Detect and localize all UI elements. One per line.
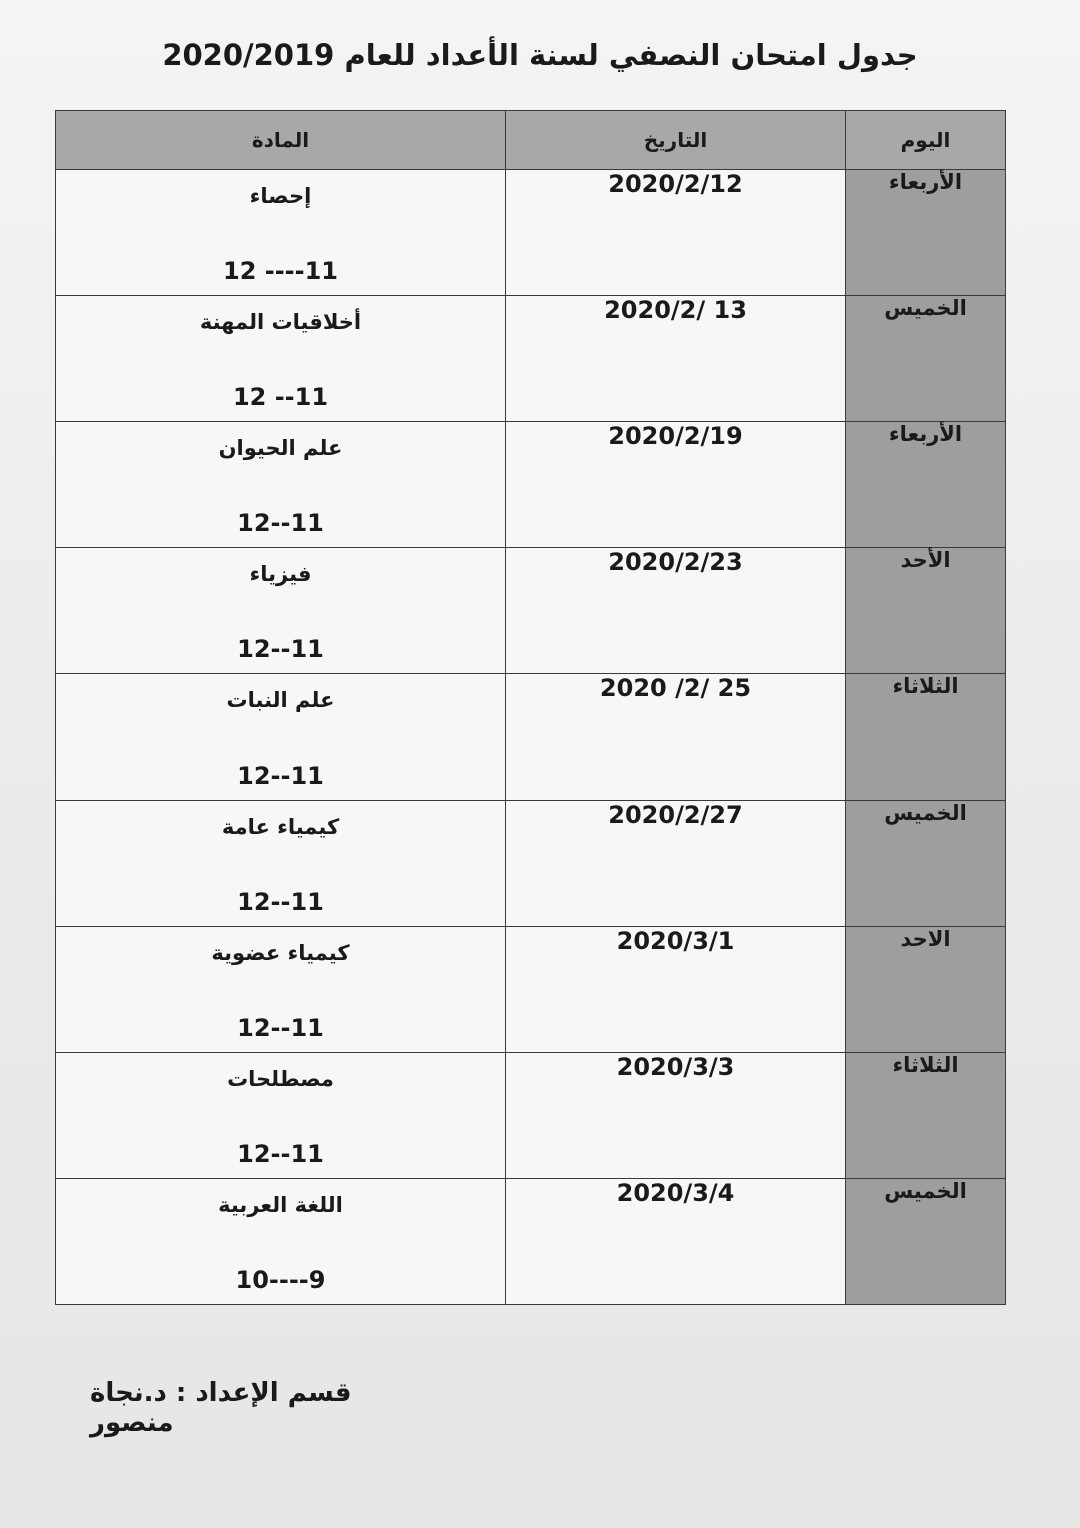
subject-name: كيمياء عضوية xyxy=(211,940,350,965)
subject-cell xyxy=(56,548,506,674)
exam-time: 12--11 xyxy=(237,887,324,916)
date-cell xyxy=(506,926,846,1052)
exam-date: 2020/3/1 xyxy=(616,926,735,955)
subject-name: إحصاء xyxy=(249,184,312,208)
subject-cell xyxy=(56,296,506,422)
exam-time: 10----9 xyxy=(235,1266,326,1294)
day-cell: الخميس xyxy=(846,1178,1006,1304)
date-cell xyxy=(506,1178,846,1304)
table-row xyxy=(56,926,1006,1052)
table-row xyxy=(56,296,1006,422)
date-cell xyxy=(506,674,846,800)
day-cell: الخميس xyxy=(846,800,1006,926)
subject-cell xyxy=(56,926,506,1052)
subject-name: علم النبات xyxy=(226,688,335,713)
subject-cell xyxy=(56,170,506,296)
table-row xyxy=(56,170,1006,296)
exam-time: 12--11 xyxy=(237,509,324,538)
exam-time: 12--11 xyxy=(237,635,324,664)
table-row xyxy=(56,800,1006,926)
day-cell: الاحد xyxy=(846,926,1006,1052)
header-day: اليوم xyxy=(846,111,1006,170)
day-cell: الثلاثاء xyxy=(846,674,1006,800)
day-cell: الأربعاء xyxy=(846,170,1006,296)
exam-time: 12 ----11 xyxy=(223,257,338,286)
page-title: جدول امتحان النصفي لسنة الأعداد للعام 2020/2019 xyxy=(162,38,918,72)
exam-time: 12--11 xyxy=(237,1139,324,1168)
day-cell: الأربعاء xyxy=(846,422,1006,548)
date-cell xyxy=(506,548,846,674)
subject-name: علم الحيوان xyxy=(218,436,343,461)
exam-date: 2020/2/12 xyxy=(608,170,743,198)
table-row xyxy=(56,548,1006,674)
table-row xyxy=(56,1178,1006,1304)
header-subject: المادة xyxy=(56,111,506,170)
exam-time: 12--11 xyxy=(237,761,324,790)
subject-cell xyxy=(56,1178,506,1304)
table-row xyxy=(56,1052,1006,1178)
exam-time: 12--11 xyxy=(237,1013,324,1042)
exam-date: 2020 /2/ 25 xyxy=(599,674,752,703)
date-cell xyxy=(506,296,846,422)
table-row xyxy=(56,422,1006,548)
subject-cell xyxy=(56,1052,506,1178)
date-cell xyxy=(506,1052,846,1178)
day-cell: الثلاثاء xyxy=(846,1052,1006,1178)
subject-cell xyxy=(56,422,506,548)
subject-name: اللغة العربية xyxy=(218,1192,343,1217)
exam-date: 2020/3/3 xyxy=(616,1052,735,1081)
table-header-row xyxy=(56,111,1006,170)
date-cell xyxy=(506,422,846,548)
subject-name: أخلاقيات المهنة xyxy=(199,310,362,335)
subject-name: كيمياء عامة xyxy=(221,814,340,839)
department-signature: قسم الإعداد : د.نجاة منصور xyxy=(90,1378,352,1438)
subject-name: مصطلحات xyxy=(227,1066,334,1091)
table-row xyxy=(56,674,1006,800)
exam-schedule-table xyxy=(55,110,1006,1305)
day-cell: الأحد xyxy=(846,548,1006,674)
exam-date: 2020/3/4 xyxy=(616,1178,735,1207)
exam-date: 2020/2/27 xyxy=(608,800,743,829)
header-date: التاريخ xyxy=(506,111,846,170)
day-cell: الخميس xyxy=(846,296,1006,422)
exam-time: 12 --11 xyxy=(232,383,329,412)
subject-cell xyxy=(56,674,506,800)
exam-date: 2020/2/ 13 xyxy=(604,296,747,325)
exam-date: 2020/2/23 xyxy=(608,548,743,577)
exam-date: 2020/2/19 xyxy=(608,422,743,451)
subject-cell xyxy=(56,800,506,926)
date-cell xyxy=(506,800,846,926)
date-cell xyxy=(506,170,846,296)
subject-name: فيزياء xyxy=(249,562,312,587)
